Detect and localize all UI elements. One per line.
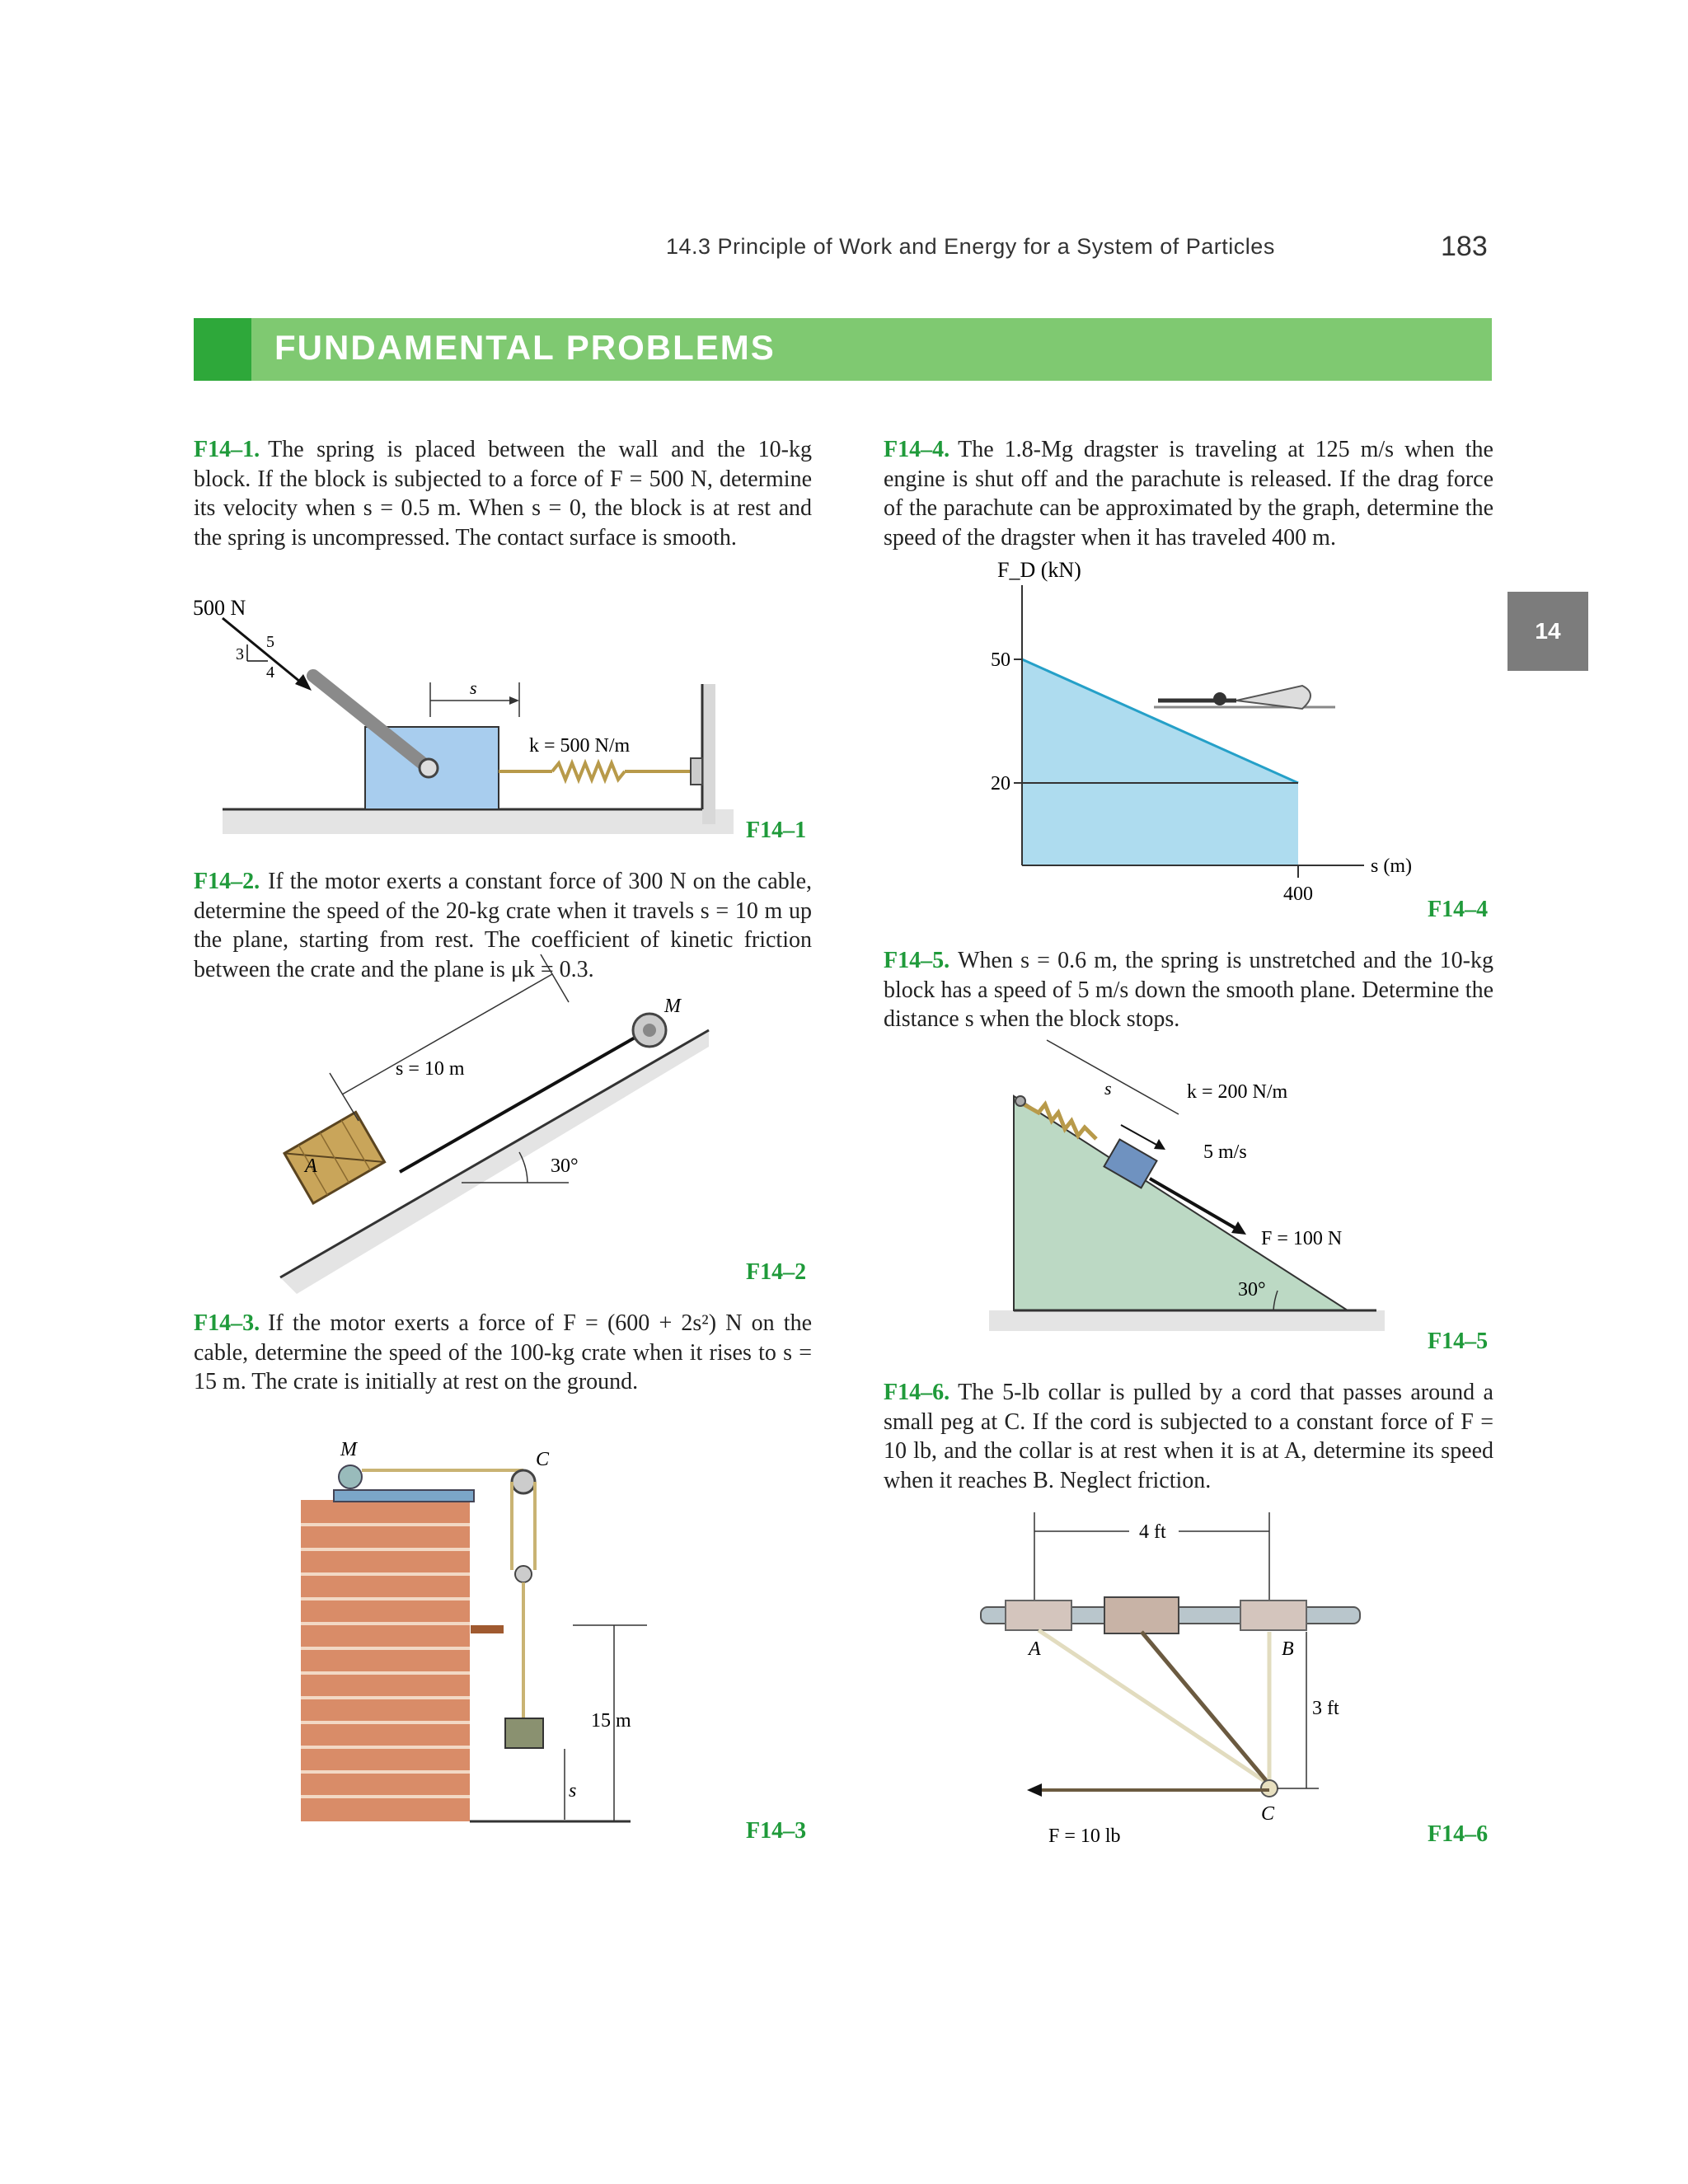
wall xyxy=(702,684,715,824)
figure-f14-2 xyxy=(280,997,725,1302)
cord xyxy=(1142,1632,1269,1784)
force-label: 500 N xyxy=(193,596,246,620)
y-tick-label-20: 20 xyxy=(991,773,1010,794)
dim-ab-label: 4 ft xyxy=(1139,1521,1166,1543)
section-title: 14.3 Principle of Work and Energy for a System of Particles xyxy=(666,234,1275,259)
problem-f14-2 xyxy=(194,867,812,984)
peg-label: C xyxy=(536,1449,550,1470)
problem-f14-3 xyxy=(194,1309,812,1397)
problem-f14-1 xyxy=(194,435,812,552)
s-ext-lower xyxy=(330,1073,359,1121)
velocity-label: 5 m/s xyxy=(1203,1141,1247,1163)
x-axis-label: s (m) xyxy=(1371,855,1412,877)
floor-shadow xyxy=(223,809,734,834)
height-label: 3 ft xyxy=(1312,1698,1339,1719)
motor-label: M xyxy=(664,996,681,1017)
problem-f14-6 xyxy=(884,1378,1493,1495)
problem-text: If the motor exerts a constant force of 300 N on the cable, determine the speed of the 20-kg crate when it travels s = 10 m up the plane, starting from rest. The coefficient of kinetic friction between the crate and the plane is μk = 0.3. xyxy=(194,869,812,982)
y-axis-label: F_D (kN) xyxy=(997,558,1081,582)
banner-title: FUNDAMENTAL PROBLEMS xyxy=(274,328,776,367)
parachute xyxy=(1236,686,1311,709)
platform xyxy=(471,1625,504,1633)
problem-number: F14–3. xyxy=(194,1310,260,1336)
spring-mount xyxy=(1015,1096,1025,1106)
motor-label: M xyxy=(340,1439,357,1460)
s-arrowhead xyxy=(509,696,519,705)
s-label: s xyxy=(569,1780,577,1802)
slope-5: 5 xyxy=(266,633,274,651)
slope-3: 3 xyxy=(236,645,244,663)
k-label: k = 200 N/m xyxy=(1187,1081,1288,1103)
force-label: F = 100 N xyxy=(1261,1228,1343,1249)
figure-f14-6 xyxy=(973,1508,1385,1854)
crate-label: A xyxy=(305,1155,317,1177)
force-label: F = 10 lb xyxy=(1048,1825,1121,1847)
s-dimension xyxy=(1047,1040,1179,1114)
crate-group xyxy=(284,1112,385,1203)
problem-number: F14–6. xyxy=(884,1380,950,1405)
spring-mount xyxy=(691,758,702,785)
lower-pulley xyxy=(515,1566,532,1582)
figure-label-f14-5: F14–5 xyxy=(1428,1329,1489,1354)
s-label: s xyxy=(470,677,477,698)
collar-a xyxy=(1006,1601,1071,1630)
section-banner xyxy=(194,318,1492,381)
x-tick-label-400: 400 xyxy=(1283,883,1313,905)
figure-label-f14-4: F14–4 xyxy=(1428,897,1489,922)
problem-text: The 1.8-Mg dragster is traveling at 125 m/s when the engine is shut off and the parachute is released. If the drag force of the parachute can be approximated by the graph, determine the speed of the dragster when it has traveled 400 m. xyxy=(884,437,1493,551)
running-header xyxy=(0,231,1688,267)
pulley-c xyxy=(512,1470,535,1493)
figure-label-f14-1: F14–1 xyxy=(746,818,807,843)
chapter-tab: 14 xyxy=(1507,592,1588,671)
figure-label-f14-6: F14–6 xyxy=(1428,1821,1489,1847)
point-a-label: A xyxy=(1029,1638,1041,1660)
figure-f14-5 xyxy=(981,1047,1385,1335)
angle-label: 30° xyxy=(551,1155,579,1177)
figure-f14-1 xyxy=(190,593,734,841)
figure-label-f14-2: F14–2 xyxy=(746,1259,807,1285)
problem-f14-4 xyxy=(884,435,1493,552)
figure-f14-3 xyxy=(284,1439,655,1838)
collar xyxy=(1104,1597,1179,1633)
cord-from-a xyxy=(1039,1630,1269,1784)
page-number: 183 xyxy=(1441,231,1488,262)
y-tick-label-50: 50 xyxy=(991,649,1010,671)
point-c-label: C xyxy=(1261,1803,1275,1825)
banner-accent xyxy=(194,318,251,381)
roof-ledge xyxy=(334,1490,474,1502)
problem-number: F14–1. xyxy=(194,437,260,462)
angle-label: 30° xyxy=(1238,1279,1266,1301)
problem-f14-5 xyxy=(884,946,1493,1034)
problem-number: F14–5. xyxy=(884,948,950,973)
k-label: k = 500 N/m xyxy=(529,735,631,757)
slope-4: 4 xyxy=(266,663,274,682)
problem-number: F14–2. xyxy=(194,869,260,894)
figure-f14-4 xyxy=(973,558,1412,923)
force-arrow xyxy=(223,618,305,686)
dragster-illustration xyxy=(1154,686,1335,709)
problem-number: F14–4. xyxy=(884,437,950,462)
s-label: s = 10 m xyxy=(396,1058,465,1080)
height-label: 15 m xyxy=(591,1710,631,1732)
s-label: s xyxy=(1104,1078,1112,1099)
figure-label-f14-3: F14–3 xyxy=(746,1818,807,1844)
spring xyxy=(552,763,625,780)
pin xyxy=(420,759,438,777)
motor xyxy=(339,1465,362,1488)
crate xyxy=(505,1718,543,1748)
point-b-label: B xyxy=(1282,1638,1294,1660)
motor-hub xyxy=(643,1024,656,1037)
problem-text: If the motor exerts a force of F = (600 + 2s²) N on the cable, determine the speed of the 100-kg crate when it rises to s = 15 m. The crate is initially at rest on the ground. xyxy=(194,1310,812,1394)
ground-shadow xyxy=(989,1310,1385,1331)
problem-text: When s = 0.6 m, the spring is unstretched and the 10-kg block has a speed of 5 m/s down the smooth plane. Determine the distance s when the block stops. xyxy=(884,948,1493,1032)
drag-area xyxy=(1022,659,1298,865)
force-arrowhead xyxy=(1027,1783,1042,1797)
dragster-wheel xyxy=(1213,692,1226,705)
problem-text: The 5-lb collar is pulled by a cord that passes around a small peg at C. If the cord is subjected to a constant force of F = 10 lb, and the collar is at rest when it is at A, determine its speed when it reaches B. Neglect friction. xyxy=(884,1380,1493,1493)
problem-text: The spring is placed between the wall and the 10-kg block. If the block is subjected to a force of F = 500 N, determine its velocity when s = 0.5 m. When s = 0, the block is at rest and the spring is uncompressed. The contact surface is smooth. xyxy=(194,437,812,551)
collar-b xyxy=(1240,1601,1306,1630)
